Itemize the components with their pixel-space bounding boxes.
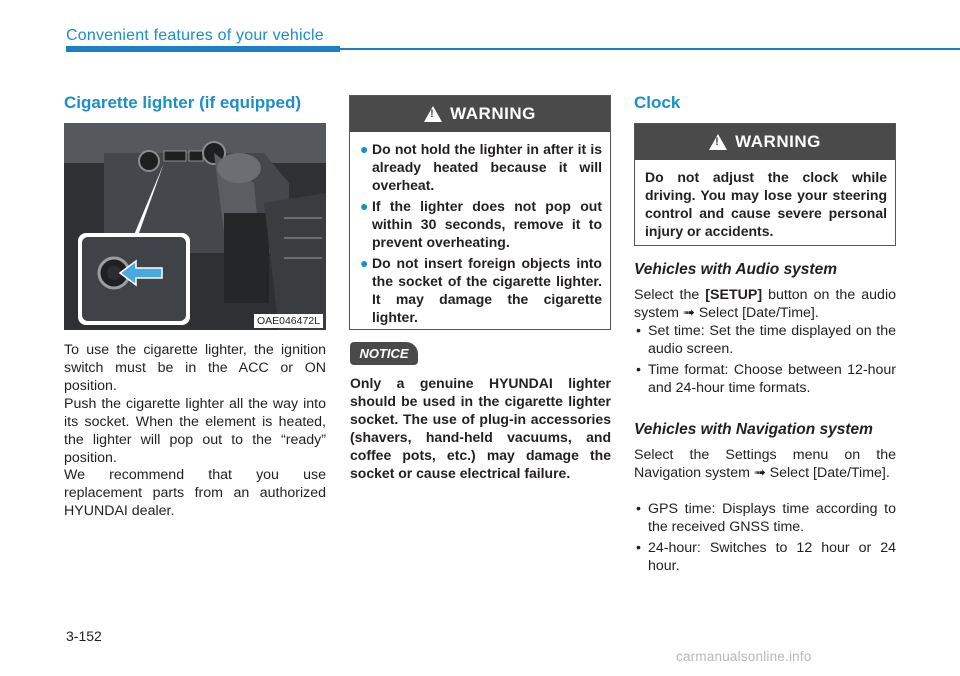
clock-warning-text: Do not adjust the clock while driving. You may lose your steering control and cause severe personal injury or accidents. <box>645 169 887 239</box>
bullet-dot-icon: ● <box>360 141 369 157</box>
cigarette-paragraph-3: We recommend that you use replacement parts from an authorized HYUNDAI dealer. <box>64 467 326 519</box>
lighter-warning-header <box>350 96 610 132</box>
list-item-text: 24-hour: Switches to 12 hour or 24 hour. <box>648 540 896 574</box>
bullet-dot-icon: ● <box>360 255 369 271</box>
audio-system-title: Vehicles with Audio system <box>634 261 837 278</box>
notice-text: Only a genuine HYUNDAI lighter should be used in the cigarette lighter socket. The use of plug-in accessories (shavers, hand-held vacuums, and coffee pots, etc.) may damage the socket or cause electrical failure. <box>350 375 611 481</box>
navigation-system-intro: Select the Settings menu on the Navigation system ➟ Select [Date/Time]. <box>634 447 896 481</box>
header-rule-light <box>340 48 960 50</box>
cigarette-paragraph-1: To use the cigarette lighter, the ignition switch must be in the ACC or ON position. <box>64 342 326 394</box>
audio-intro-post: button on the audio system ➟ Select [Date/Time]. <box>634 287 896 321</box>
clock-title: Clock <box>634 93 681 112</box>
list-item-text: GPS time: Displays time according to the received GNSS time. <box>648 501 896 535</box>
warning-triangle-icon <box>709 134 727 150</box>
lighter-warning-item-text: Do not insert foreign objects into the socket of the cigarette lighter. It may damage the cigarette lighter. <box>372 255 602 325</box>
list-item <box>634 500 896 536</box>
bullet-icon: • <box>636 323 641 339</box>
list-item <box>634 322 896 358</box>
setup-key: [SETUP] <box>705 287 763 303</box>
notice-badge: NOTICE <box>350 342 418 365</box>
bullet-icon: • <box>636 501 641 517</box>
lighter-warning-title: WARNING <box>450 104 536 123</box>
watermark: carmanualsonline.info <box>676 649 812 664</box>
navigation-system-list <box>634 500 896 578</box>
lighter-warning-item-text: Do not hold the lighter in after it is already heated because it will overheat. <box>372 141 602 193</box>
photo-code: OAE046472L <box>254 314 323 328</box>
cigarette-lighter-title: Cigarette lighter (if equipped) <box>64 93 302 112</box>
audio-system-intro <box>634 286 896 322</box>
list-item-text: Time format: Choose between 12-hour and 24-hour time formats. <box>648 362 896 396</box>
list-item-text: Set time: Set the time displayed on the audio screen. <box>648 323 896 357</box>
clock-warning-title: WARNING <box>735 132 821 151</box>
list-item <box>634 539 896 575</box>
lighter-warning-item <box>360 140 602 194</box>
lighter-warning-list <box>350 132 610 339</box>
console-illustration <box>64 123 326 330</box>
lighter-warning-item <box>360 197 602 251</box>
audio-system-list <box>634 322 896 400</box>
bullet-icon: • <box>636 540 641 556</box>
clock-warning-header <box>635 124 895 160</box>
lighter-warning-item <box>360 254 602 326</box>
clock-warning-box <box>634 123 896 246</box>
audio-intro-pre: Select the <box>634 287 706 303</box>
bullet-icon: • <box>636 362 641 378</box>
list-item <box>634 361 896 397</box>
navigation-system-title: Vehicles with Navigation system <box>634 421 873 438</box>
bullet-dot-icon: ● <box>360 198 369 214</box>
lighter-warning-box <box>349 95 611 330</box>
page-number: 3-152 <box>66 628 102 644</box>
cigarette-lighter-photo <box>64 123 326 330</box>
header-rule-dark <box>66 46 340 52</box>
lighter-warning-item-text: If the lighter does not pop out within 30 seconds, remove it to prevent overheating. <box>372 198 602 250</box>
cigarette-paragraph-2: Push the cigarette lighter all the way into its socket. When the element is heated, the lighter will pop out to the “ready” position. <box>64 396 326 466</box>
warning-triangle-icon <box>424 106 442 122</box>
header-title: Convenient features of your vehicle <box>66 27 324 44</box>
